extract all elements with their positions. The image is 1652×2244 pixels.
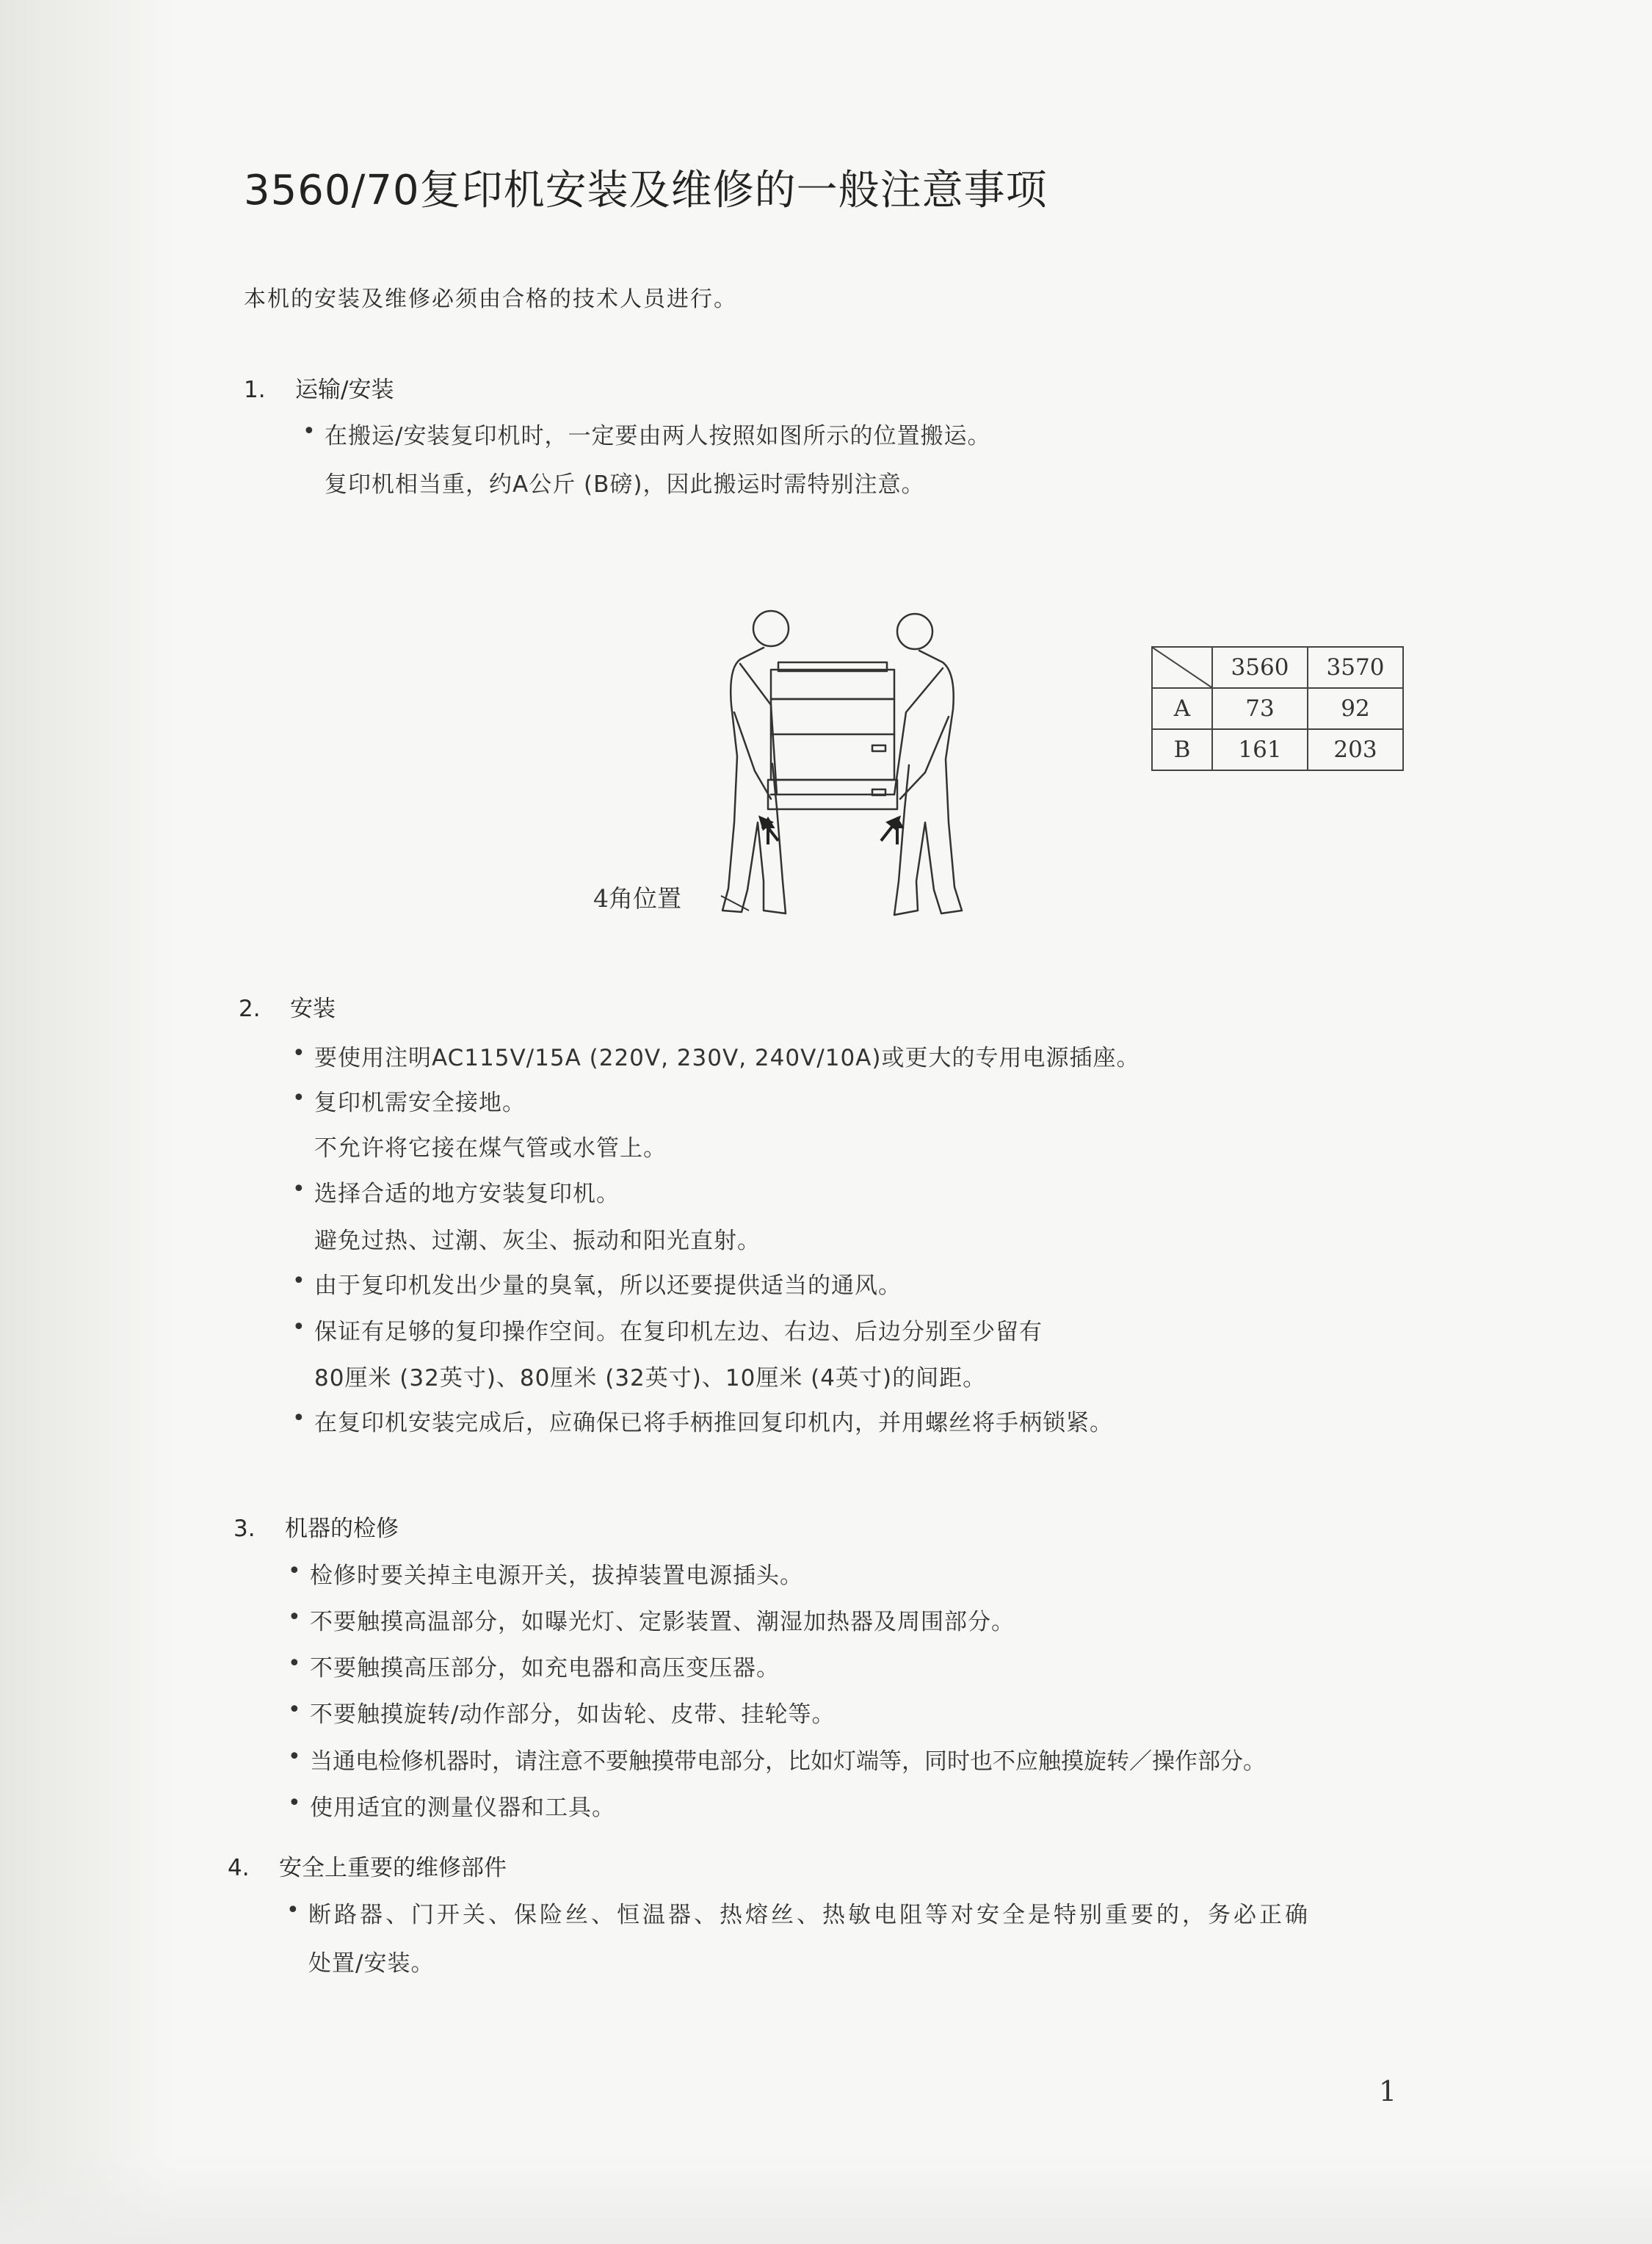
- section-4-heading: [228, 1849, 507, 1882]
- page-number: 1: [1379, 2075, 1397, 2107]
- section-3-line-2: 不要触摸高温部分，如曝光灯、定影装置、潮湿加热器及周围部分。: [310, 1609, 1015, 1635]
- figure-label: 4角位置: [593, 884, 681, 913]
- section-1-heading: [244, 371, 394, 404]
- section-3-line-3: 不要触摸高压部分，如充电器和高压变压器。: [310, 1655, 780, 1682]
- section-2-line-6: 由于复印机发出少量的臭氧，所以还要提供适当的通风。: [314, 1273, 902, 1299]
- table-row: [1152, 688, 1403, 729]
- section-3-number: 3.: [233, 1516, 256, 1542]
- section-4-line-1: 断路器、门开关、保险丝、恒温器、热熔丝、热敏电阻等对安全是特别重要的，务必正确: [308, 1902, 1311, 1928]
- right-person-head-icon: [897, 614, 932, 649]
- left-person-head-icon: [753, 611, 789, 646]
- section-3-heading: [233, 1510, 399, 1543]
- section-1-line-1: 在搬运/安装复印机时，一定要由两人按照如图所示的位置搬运。: [325, 423, 991, 449]
- intro-text: 本机的安装及维修必须由合格的技术人员进行。: [244, 286, 737, 312]
- table-row: [1152, 729, 1403, 770]
- section-2-line-1: 要使用注明AC115V/15A (220V, 230V, 240V/10A)或更大的专用电源插座。: [314, 1045, 1140, 1071]
- table-cell: 203: [1308, 729, 1403, 770]
- section-1-title: 运输/安装: [295, 377, 394, 403]
- scan-shadow-left: [0, 0, 176, 2244]
- page-title: 3560/70复印机安装及维修的一般注意事项: [244, 167, 1048, 214]
- table-corner-cell: [1152, 647, 1212, 688]
- section-2-line-5: 避免过热、过潮、灰尘、振动和阳光直射。: [314, 1228, 761, 1254]
- table-row-label: B: [1152, 729, 1212, 770]
- bullet-icon: •: [292, 1085, 305, 1111]
- bullet-icon: •: [288, 1604, 301, 1630]
- bullet-icon: •: [292, 1176, 305, 1202]
- section-3-title: 机器的检修: [285, 1516, 399, 1542]
- copier-top-icon: [771, 670, 894, 699]
- section-1-number: 1.: [244, 377, 266, 403]
- bullet-icon: •: [288, 1697, 301, 1723]
- section-4-line-2: 处置/安装。: [308, 1950, 435, 1977]
- bullet-icon: •: [288, 1790, 301, 1816]
- bullet-icon: •: [292, 1314, 305, 1340]
- scan-shadow-bottom: [0, 2156, 1652, 2244]
- section-2-title: 安装: [290, 996, 336, 1022]
- bullet-icon: •: [302, 419, 316, 444]
- table-cell: 92: [1308, 688, 1403, 729]
- bullet-icon: •: [288, 1558, 301, 1584]
- section-3-line-4: 不要触摸旋转/动作部分，如齿轮、皮带、挂轮等。: [310, 1701, 836, 1728]
- section-2-line-8: 80厘米 (32英寸)、80厘米 (32英寸)、10厘米 (4英寸)的间距。: [314, 1365, 987, 1391]
- bullet-icon: •: [292, 1268, 305, 1294]
- bullet-icon: •: [292, 1405, 305, 1431]
- table-header-row: [1152, 647, 1403, 688]
- section-3-line-1: 检修时要关掉主电源开关，拔掉装置电源插头。: [310, 1563, 803, 1589]
- table-cell: 73: [1212, 688, 1308, 729]
- weight-table: [1151, 646, 1404, 771]
- table-cell: 161: [1212, 729, 1308, 770]
- section-2-heading: [239, 990, 336, 1023]
- section-2-line-3: 不允许将它接在煤气管或水管上。: [314, 1135, 667, 1162]
- section-4-title: 安全上重要的维修部件: [279, 1855, 507, 1881]
- section-3-line-5: 当通电检修机器时，请注意不要触摸带电部分，比如灯端等，同时也不应触摸旋转／操作部分。: [310, 1748, 1266, 1775]
- section-2-number: 2.: [239, 996, 261, 1022]
- section-2-line-7: 保证有足够的复印操作空间。在复印机左边、右边、后边分别至少留有: [314, 1319, 1043, 1345]
- table-row-label: A: [1152, 688, 1212, 729]
- bullet-icon: •: [288, 1651, 301, 1676]
- copier-body-icon: [771, 699, 894, 780]
- section-2-line-9: 在复印机安装完成后，应确保已将手柄推回复印机内，并用螺丝将手柄锁紧。: [314, 1410, 1113, 1436]
- bullet-icon: •: [288, 1744, 301, 1770]
- section-1-line-2: 复印机相当重，约A公斤 (B磅)，因此搬运时需特别注意。: [325, 471, 925, 498]
- section-2-line-4: 选择合适的地方安装复印机。: [314, 1181, 620, 1207]
- section-4-number: 4.: [228, 1855, 250, 1881]
- table-header-3560: 3560: [1212, 647, 1308, 688]
- section-3-line-6: 使用适宜的测量仪器和工具。: [310, 1795, 615, 1821]
- table-header-3570: 3570: [1308, 647, 1403, 688]
- carrying-illustration: [661, 602, 999, 940]
- bullet-icon: •: [292, 1040, 305, 1066]
- section-2-line-2: 复印机需安全接地。: [314, 1090, 526, 1116]
- bullet-icon: •: [286, 1897, 300, 1923]
